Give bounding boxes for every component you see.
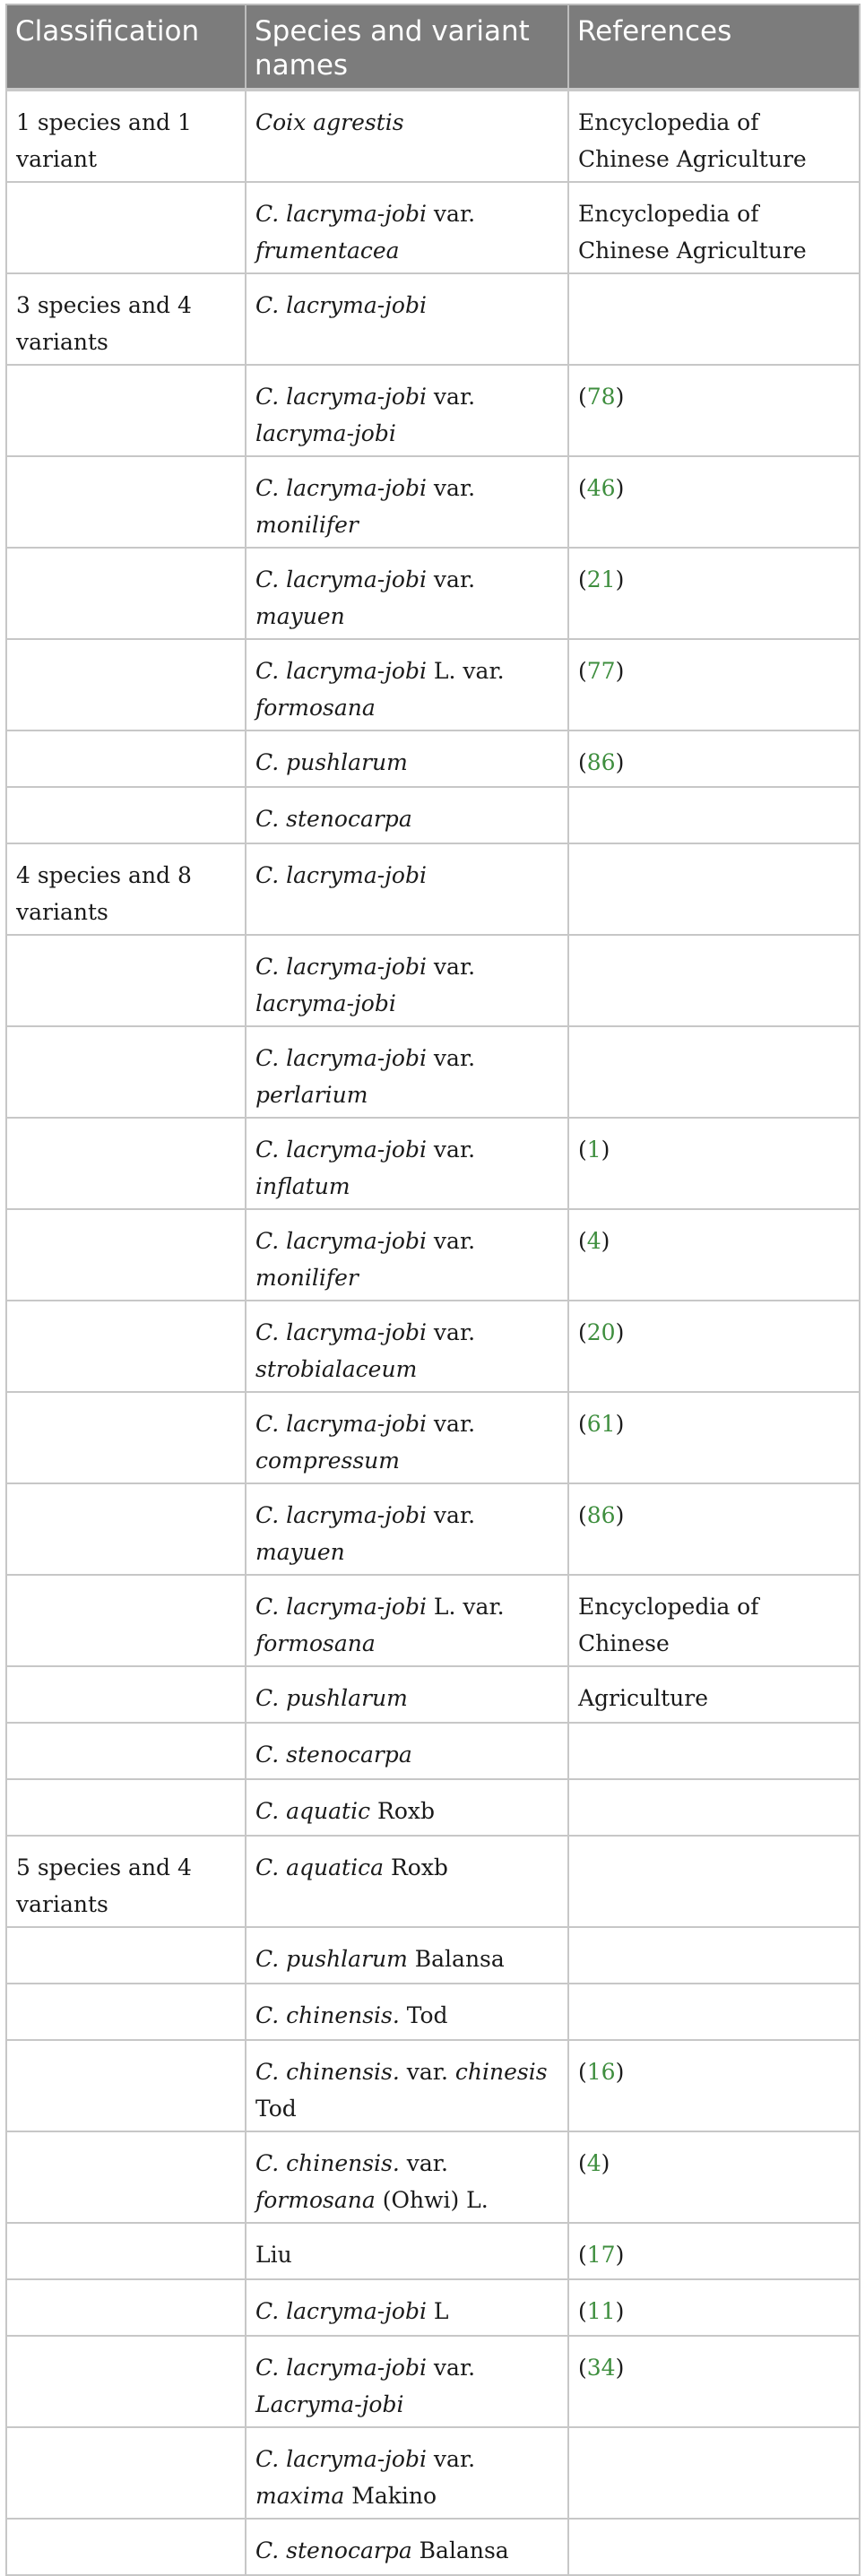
species-name-italic: C. chinensis.: [255, 2150, 400, 2176]
classification-cell: 1 species and 1 variant: [6, 90, 246, 182]
reference-cell: [568, 2519, 860, 2575]
species-name-italic: C. stenocarpa: [255, 2537, 412, 2563]
species-name-italic: inflatum: [255, 1173, 350, 1199]
table-row: [6, 1575, 860, 1666]
species-cell: [246, 787, 568, 843]
species-cell: [246, 2336, 568, 2427]
species-name-text: Balansa: [407, 1946, 505, 1972]
species-cell: [246, 1483, 568, 1575]
citation-link[interactable]: 17: [586, 2242, 616, 2268]
citation-link[interactable]: 77: [586, 658, 616, 684]
table-row: [6, 1779, 860, 1836]
species-name-italic: C. lacryma-jobi: [255, 1411, 427, 1437]
citation-link[interactable]: 34: [586, 2355, 616, 2381]
species-name-italic: lacryma-jobi: [255, 420, 396, 446]
species-name-text: var.: [426, 1502, 476, 1528]
table-row: [6, 2279, 860, 2336]
species-name-text: L: [426, 2298, 449, 2324]
reference-cell: [568, 1723, 860, 1779]
species-name-italic: formosana: [255, 695, 376, 721]
table-row: [6, 456, 860, 548]
species-name-text: var.: [426, 2355, 476, 2381]
species-name-italic: C. lacryma-jobi: [255, 1045, 427, 1071]
species-cell: [246, 1666, 568, 1723]
classification-cell: [6, 1209, 246, 1301]
classification-cell: 3 species and 4 variants: [6, 273, 246, 365]
species-name-italic: C. lacryma-jobi: [255, 2355, 427, 2381]
classification-cell: [6, 1301, 246, 1392]
classification-cell: [6, 1666, 246, 1723]
classification-cell: [6, 1927, 246, 1984]
species-name-text: var.: [426, 1319, 476, 1345]
reference-cell: (21): [568, 548, 860, 639]
reference-cell: (1): [568, 1118, 860, 1209]
table-row: [6, 935, 860, 1026]
species-name-italic: formosana: [255, 1630, 376, 1656]
reference-cell: [568, 1984, 860, 2040]
species-name-italic: Lacryma-jobi: [255, 2391, 404, 2417]
table-row: [6, 2336, 860, 2427]
table-row: [6, 2040, 860, 2131]
species-cell: [246, 1723, 568, 1779]
species-cell: [246, 456, 568, 548]
reference-cell: Encyclopedia of Chinese Agriculture: [568, 90, 860, 182]
citation-link[interactable]: 4: [586, 2150, 601, 2176]
reference-cell: (78): [568, 365, 860, 456]
table-row: [6, 730, 860, 787]
species-cell: [246, 548, 568, 639]
classification-cell: [6, 787, 246, 843]
classification-cell: [6, 456, 246, 548]
reference-cell: Encyclopedia of Chinese: [568, 1575, 860, 1666]
species-name-italic: C. aquatic: [255, 1798, 371, 1824]
species-cell: [246, 90, 568, 182]
table-body: [6, 90, 860, 2575]
table-row: [6, 1392, 860, 1483]
species-cell: [246, 1984, 568, 2040]
species-name-italic: C. stenocarpa: [255, 806, 412, 832]
table-row: [6, 1118, 860, 1209]
species-name-italic: C. lacryma-jobi: [255, 1137, 427, 1163]
table-row: [6, 1666, 860, 1723]
species-name-text: Liu: [255, 2242, 292, 2268]
reference-cell: (34): [568, 2336, 860, 2427]
species-name-text: var.: [426, 475, 476, 501]
table-row: [6, 2131, 860, 2223]
reference-cell: (61): [568, 1392, 860, 1483]
citation-link[interactable]: 1: [586, 1137, 601, 1163]
table-row: [6, 1927, 860, 1984]
header-classification: Classification: [6, 4, 246, 90]
classification-cell: [6, 1575, 246, 1666]
classification-cell: [6, 182, 246, 273]
species-name-italic: C. lacryma-jobi: [255, 384, 427, 410]
classification-cell: [6, 2040, 246, 2131]
reference-cell: [568, 273, 860, 365]
table-row: [6, 182, 860, 273]
species-name-text: Tod: [399, 2002, 448, 2028]
classification-cell: [6, 2336, 246, 2427]
species-name-italic: monilifer: [255, 512, 359, 538]
species-name-italic: C. chinensis.: [255, 2002, 400, 2028]
classification-cell: [6, 2427, 246, 2519]
species-name-text: var.: [426, 384, 476, 410]
species-cell: [246, 1301, 568, 1392]
species-name-italic: C. pushlarum: [255, 749, 408, 775]
classification-cell: [6, 1483, 246, 1575]
species-name-text: (Ohwi) L.: [375, 2187, 489, 2213]
reference-cell: (86): [568, 1483, 860, 1575]
species-name-italic: C. lacryma-jobi: [255, 2446, 427, 2472]
citation-link[interactable]: 86: [586, 1502, 616, 1528]
species-name-text: var.: [426, 201, 476, 227]
classification-cell: [6, 2519, 246, 2575]
table-row: [6, 787, 860, 843]
classification-cell: [6, 1392, 246, 1483]
classification-cell: [6, 2223, 246, 2279]
species-name-text: Makino: [344, 2483, 437, 2509]
species-cell: [246, 1836, 568, 1927]
species-name-italic: C. lacryma-jobi: [255, 475, 427, 501]
reference-cell: (17): [568, 2223, 860, 2279]
species-name-italic: maxima: [255, 2483, 345, 2509]
species-name-italic: strobialaceum: [255, 1356, 418, 1382]
species-name-italic: frumentacea: [255, 238, 400, 264]
table-row: [6, 90, 860, 182]
reference-cell: [568, 935, 860, 1026]
species-name-text: var.: [426, 2446, 476, 2472]
citation-link[interactable]: 86: [586, 749, 616, 775]
species-name-italic: chinesis: [454, 2059, 548, 2085]
species-name-text: var.: [426, 566, 476, 592]
citation-link[interactable]: 20: [586, 1319, 616, 1345]
species-cell: [246, 639, 568, 730]
reference-cell: (16): [568, 2040, 860, 2131]
reference-cell: Encyclopedia of Chinese Agriculture: [568, 182, 860, 273]
species-name-italic: C. chinensis.: [255, 2059, 400, 2085]
species-cell: [246, 1209, 568, 1301]
citation-link[interactable]: 16: [586, 2059, 616, 2085]
species-cell: [246, 2427, 568, 2519]
classification-cell: [6, 935, 246, 1026]
table-row: [6, 2427, 860, 2519]
species-name-text: var.: [399, 2059, 455, 2085]
species-name-italic: C. lacryma-jobi: [255, 1228, 427, 1254]
table-row: [6, 1483, 860, 1575]
citation-link[interactable]: 46: [586, 475, 616, 501]
citation-link[interactable]: 11: [586, 2298, 616, 2324]
classification-cell: [6, 639, 246, 730]
species-cell: [246, 1779, 568, 1836]
species-cell: [246, 273, 568, 365]
table-header: [6, 4, 860, 90]
species-name-italic: C. lacryma-jobi: [255, 1319, 427, 1345]
species-cell: [246, 365, 568, 456]
classification-cell: [6, 1984, 246, 2040]
species-name-italic: C. lacryma-jobi: [255, 954, 427, 980]
classification-cell: [6, 2131, 246, 2223]
species-name-italic: C. lacryma-jobi: [255, 201, 427, 227]
citation-link[interactable]: 78: [586, 384, 616, 410]
species-cell: [246, 730, 568, 787]
species-cell: [246, 2279, 568, 2336]
header-references: References: [568, 4, 860, 90]
reference-cell: Agriculture: [568, 1666, 860, 1723]
species-name-text: Roxb: [370, 1798, 436, 1824]
species-cell: [246, 2131, 568, 2223]
species-name-italic: C. lacryma-jobi: [255, 566, 427, 592]
species-table: [5, 4, 861, 2576]
reference-cell: (4): [568, 2131, 860, 2223]
species-name-italic: monilifer: [255, 1265, 359, 1291]
header-row: [6, 4, 860, 90]
table-row: [6, 273, 860, 365]
species-name-italic: formosana: [255, 2187, 376, 2213]
table-row: [6, 1301, 860, 1392]
table-row: [6, 1984, 860, 2040]
reference-cell: [568, 843, 860, 935]
table-row: [6, 1723, 860, 1779]
species-name-text: var.: [426, 1045, 476, 1071]
citation-link[interactable]: 21: [586, 566, 616, 592]
reference-cell: [568, 1779, 860, 1836]
classification-cell: [6, 548, 246, 639]
species-name-italic: mayuen: [255, 603, 345, 629]
species-cell: [246, 1927, 568, 1984]
classification-cell: [6, 2279, 246, 2336]
classification-cell: [6, 730, 246, 787]
reference-cell: (20): [568, 1301, 860, 1392]
species-name-italic: C. lacryma-jobi: [255, 1502, 427, 1528]
classification-cell: [6, 1118, 246, 1209]
table-row: [6, 365, 860, 456]
citation-link[interactable]: 4: [586, 1228, 601, 1254]
classification-cell: [6, 365, 246, 456]
species-name-italic: C. lacryma-jobi: [255, 658, 427, 684]
species-name-italic: mayuen: [255, 1539, 345, 1565]
species-name-italic: C. lacryma-jobi: [255, 1594, 427, 1620]
header-species-names: Species and variant names: [246, 4, 568, 90]
species-cell: [246, 2040, 568, 2131]
species-name-italic: C. pushlarum: [255, 1685, 408, 1711]
species-name-italic: C. lacryma-jobi: [255, 292, 427, 318]
species-cell: [246, 1118, 568, 1209]
classification-cell: [6, 1026, 246, 1118]
species-cell: [246, 1575, 568, 1666]
citation-link[interactable]: 61: [586, 1411, 616, 1437]
reference-cell: (46): [568, 456, 860, 548]
species-name-italic: C. aquatica: [255, 1854, 384, 1880]
table-row: [6, 1026, 860, 1118]
species-name-text: Roxb: [384, 1854, 448, 1880]
species-cell: [246, 1392, 568, 1483]
species-name-italic: Coix agrestis: [255, 109, 404, 135]
species-name-text: var.: [399, 2150, 448, 2176]
species-name-italic: perlarium: [255, 1082, 368, 1108]
classification-cell: [6, 1723, 246, 1779]
species-cell: [246, 843, 568, 935]
species-name-text: Balansa: [411, 2537, 509, 2563]
species-name-text: var.: [426, 1137, 476, 1163]
species-name-italic: C. lacryma-jobi: [255, 862, 427, 888]
species-cell: [246, 935, 568, 1026]
reference-cell: (77): [568, 639, 860, 730]
species-cell: [246, 1026, 568, 1118]
species-name-text: L. var.: [426, 1594, 505, 1620]
species-name-italic: C. stenocarpa: [255, 1742, 412, 1768]
species-name-text: var.: [426, 1228, 476, 1254]
reference-cell: (11): [568, 2279, 860, 2336]
species-cell: [246, 182, 568, 273]
species-name-text: L. var.: [426, 658, 505, 684]
table-row: [6, 2223, 860, 2279]
species-cell: [246, 2223, 568, 2279]
reference-cell: [568, 1026, 860, 1118]
species-name-italic: lacryma-jobi: [255, 990, 396, 1016]
reference-cell: [568, 1927, 860, 1984]
reference-cell: [568, 1836, 860, 1927]
table-row: [6, 639, 860, 730]
species-name-italic: C. lacryma-jobi: [255, 2298, 427, 2324]
classification-cell: 5 species and 4 variants: [6, 1836, 246, 1927]
reference-cell: [568, 2427, 860, 2519]
table-row: [6, 2519, 860, 2575]
table-row: [6, 843, 860, 935]
species-name-text: var.: [426, 954, 476, 980]
table-row: [6, 1209, 860, 1301]
species-name-text: var.: [426, 1411, 476, 1437]
species-name-italic: compressum: [255, 1448, 400, 1474]
species-cell: [246, 2519, 568, 2575]
species-name-italic: C. pushlarum: [255, 1946, 408, 1972]
table-row: [6, 548, 860, 639]
species-name-text: Tod: [255, 2096, 297, 2122]
table-row: [6, 1836, 860, 1927]
classification-cell: 4 species and 8 variants: [6, 843, 246, 935]
classification-cell: [6, 1779, 246, 1836]
reference-cell: (4): [568, 1209, 860, 1301]
reference-cell: (86): [568, 730, 860, 787]
reference-cell: [568, 787, 860, 843]
